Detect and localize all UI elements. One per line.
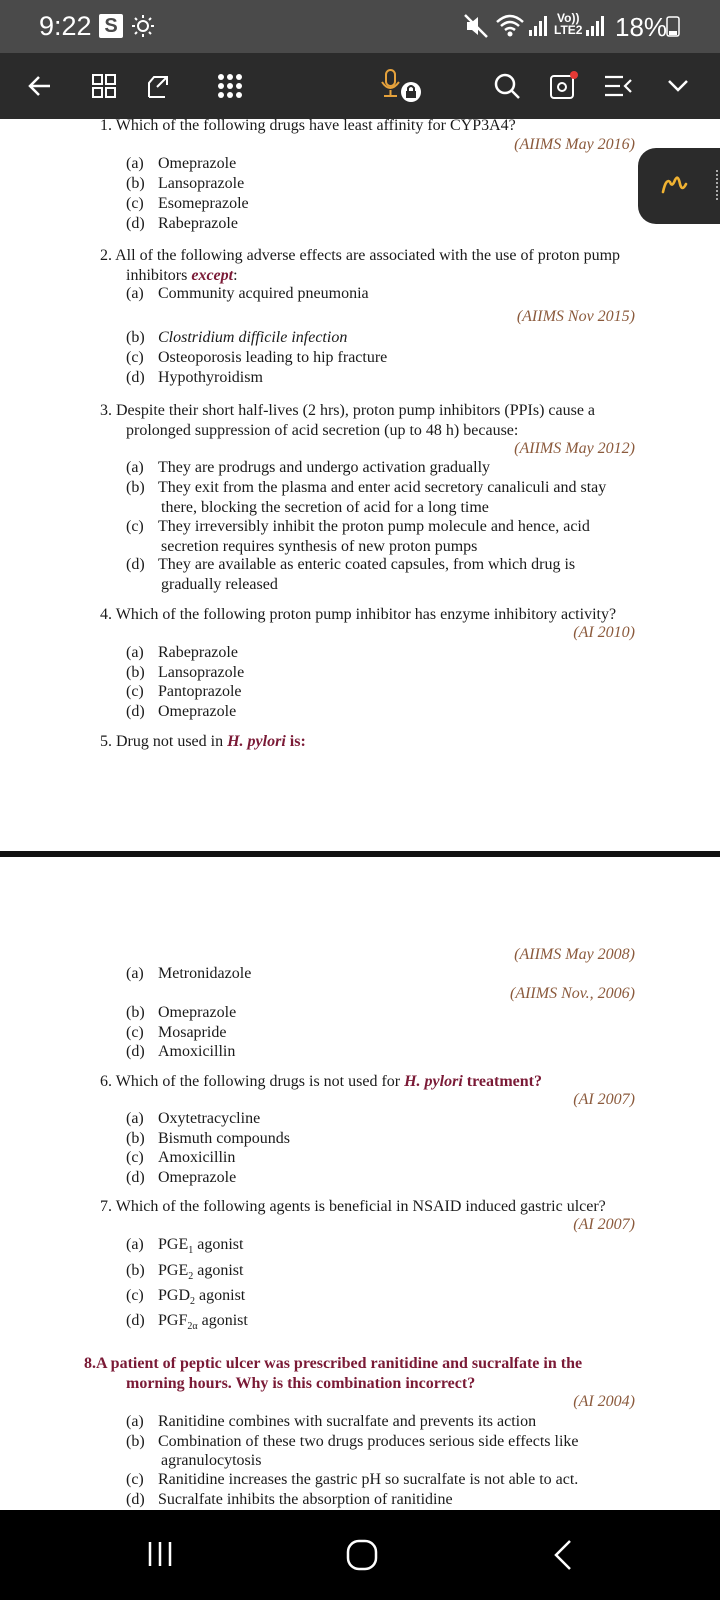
option-label: (b) [126, 664, 145, 681]
option-7d[interactable] [126, 1312, 248, 1332]
option-text: They irreversibly inhibit the proton pump molecule and hence, acid [158, 518, 590, 535]
option-6d[interactable] [126, 1169, 236, 1187]
option-1d[interactable] [126, 215, 238, 233]
question-8: 8.A patient of peptic ulcer was prescribed ranitidine and sucralfate in the [84, 1355, 583, 1372]
question-3: 3. Despite their short half-lives (2 hrs), proton pump inhibitors (PPIs) cause a [100, 402, 596, 419]
option-8c[interactable] [126, 1471, 578, 1489]
option-text: Clostridium difficile infection [158, 329, 348, 346]
option-label: (b) [126, 479, 145, 496]
option-subscript: 1 [188, 1245, 194, 1257]
option-5b[interactable] [126, 1004, 236, 1022]
option-text: Amoxicillin [158, 1149, 236, 1166]
volte-indicator [554, 12, 582, 36]
option-label: (b) [126, 175, 145, 192]
option-text: Ranitidine increases the gastric pH so sucralfate is not able to act. [158, 1471, 579, 1488]
option-label: (a) [126, 1413, 144, 1430]
option-text: Rabeprazole [158, 644, 238, 661]
q6-text-a: 6. Which of the following drugs is not used for [100, 1073, 405, 1090]
option-2d[interactable] [126, 369, 263, 387]
brightness-icon [131, 14, 155, 38]
option-text: PGE [158, 1236, 189, 1253]
mute-icon [463, 13, 489, 39]
option-label: (c) [126, 1024, 144, 1041]
back-arrow-icon[interactable] [22, 68, 58, 104]
option-label: (c) [126, 1287, 144, 1304]
option-text-post: agonist [195, 1287, 246, 1304]
question-7: 7. Which of the following agents is beneficial in NSAID induced gastric ulcer? [100, 1198, 606, 1215]
question-6-source: (AI 2007) [573, 1091, 635, 1108]
option-text: Omeprazole [158, 703, 237, 720]
option-text: Pantoprazole [158, 683, 242, 700]
option-1b[interactable] [126, 175, 244, 193]
option-text-post: agonist [193, 1236, 244, 1253]
question-2-source: (AIIMS Nov 2015) [516, 308, 635, 325]
share-icon[interactable] [140, 68, 176, 104]
option-2c[interactable] [126, 349, 387, 367]
option-text: Metronidazole [158, 965, 252, 982]
option-label: (d) [126, 1169, 145, 1186]
question-2-line2 [126, 266, 238, 286]
option-subscript: 2 [188, 1271, 194, 1283]
recent-apps-icon[interactable] [144, 1538, 176, 1570]
search-icon[interactable] [489, 68, 525, 104]
option-label: (d) [126, 1491, 145, 1508]
option-label: (c) [126, 1149, 144, 1166]
option-text: Omeprazole [158, 1004, 237, 1021]
q5-text-a: 5. Drug not used in [100, 733, 228, 750]
q6-h-pylori: H. pylori [404, 1073, 463, 1090]
s-badge-icon: S [99, 14, 123, 38]
battery-level: 18% [615, 12, 668, 42]
option-subscript: 2α [187, 1321, 198, 1333]
option-5d[interactable] [126, 1043, 235, 1061]
option-5a[interactable] [126, 965, 251, 983]
q6-text-c: treatment? [462, 1073, 543, 1090]
option-1a[interactable] [126, 155, 236, 173]
option-label: (c) [126, 1471, 144, 1488]
option-text: PGF [158, 1312, 188, 1329]
option-text: Hypothyroidism [158, 369, 263, 386]
option-label: (b) [126, 329, 145, 346]
option-text: Omeprazole [158, 155, 237, 172]
option-text: Lansoprazole [158, 175, 245, 192]
option-text: Oxytetracycline [158, 1110, 261, 1127]
question-4-source: (AI 2010) [573, 624, 635, 641]
question-8-line2: morning hours. Why is this combination incorrect? [126, 1375, 476, 1392]
floating-pen-button[interactable] [638, 148, 720, 224]
question-5 [100, 732, 306, 752]
option-label: (d) [126, 1043, 145, 1060]
option-1c[interactable] [126, 195, 249, 213]
option-4b[interactable] [126, 664, 244, 682]
status-time: 9:22 [39, 11, 92, 41]
option-label: (c) [126, 518, 144, 535]
question-3-source: (AIIMS May 2012) [514, 440, 635, 457]
option-text: PGD [158, 1287, 191, 1304]
option-7a[interactable] [126, 1236, 243, 1256]
question-1: 1. Which of the following drugs have least affinity for CYP3A4? [100, 119, 516, 134]
option-text: Community acquired pneumonia [158, 285, 369, 302]
option-text: Lansoprazole [158, 664, 245, 681]
option-4c[interactable] [126, 683, 242, 701]
option-label: (c) [126, 349, 144, 366]
option-text: Amoxicillin [158, 1043, 236, 1060]
option-6c[interactable] [126, 1149, 235, 1167]
option-label: (c) [126, 195, 144, 212]
option-text: Ranitidine combines with sucralfate and prevents its action [158, 1413, 537, 1430]
q5-text-c: is: [285, 733, 306, 750]
option-7b[interactable] [126, 1262, 243, 1282]
option-3d-cont: gradually released [161, 576, 278, 593]
option-6a[interactable] [126, 1110, 260, 1128]
question-6 [100, 1072, 542, 1092]
option-label: (a) [126, 459, 144, 476]
option-2b[interactable] [126, 329, 347, 347]
option-subscript: 2 [190, 1296, 196, 1308]
option-label: (a) [126, 1110, 144, 1127]
volte-line1: Vo)) [557, 11, 580, 25]
option-label: (d) [126, 703, 145, 720]
option-text-post: agonist [197, 1312, 248, 1329]
question-1-source: (AIIMS May 2016) [514, 136, 635, 153]
back-icon[interactable] [550, 1538, 576, 1572]
option-5c[interactable] [126, 1024, 226, 1042]
option-3c-cont: secretion requires synthesis of new proton pumps [161, 538, 478, 555]
option-3b-cont: there, blocking the secretion of acid for a long time [161, 499, 489, 516]
status-bar [0, 0, 720, 53]
apps-dots-icon[interactable] [212, 68, 248, 104]
microphone-lock-icon[interactable] [380, 68, 424, 104]
option-text: Combination of these two drugs produces serious side effects like [158, 1433, 579, 1450]
option-text: They exit from the plasma and enter acid secretory canaliculi and stay [158, 479, 607, 496]
signal-icon [528, 14, 550, 38]
list-collapse-icon[interactable] [600, 68, 636, 104]
grid-icon[interactable] [86, 68, 122, 104]
document-page [0, 119, 720, 1510]
question-4: 4. Which of the following proton pump inhibitor has enzyme inhibitory activity? [100, 606, 617, 623]
option-label: (d) [126, 369, 145, 386]
question-5-source-2: (AIIMS Nov., 2006) [510, 985, 635, 1002]
handwriting-icon [660, 170, 696, 202]
q2-text-c: : [233, 267, 238, 284]
question-8-source: (AI 2004) [573, 1393, 635, 1410]
option-3d[interactable] [126, 556, 575, 574]
option-3c[interactable] [126, 518, 590, 536]
battery-icon [666, 15, 680, 37]
settings-badge-icon[interactable] [546, 68, 582, 104]
question-2: 2. All of the following adverse effects are associated with the use of proton pump [100, 247, 621, 264]
option-label: (b) [126, 1004, 145, 1021]
option-4d[interactable] [126, 703, 236, 721]
option-label: (a) [126, 644, 144, 661]
option-2a[interactable] [126, 285, 369, 303]
q5-h-pylori: H. pylori [227, 733, 286, 750]
option-label: (a) [126, 285, 144, 302]
question-7-source: (AI 2007) [573, 1216, 635, 1233]
option-label: (c) [126, 683, 144, 700]
question-3-line2: prolonged suppression of acid secretion (up to 48 h) because: [126, 422, 519, 439]
option-label: (d) [126, 1312, 145, 1329]
option-label: (a) [126, 965, 144, 982]
system-nav-bar [0, 1510, 720, 1600]
option-label: (d) [126, 215, 145, 232]
option-7c[interactable] [126, 1287, 245, 1307]
option-3b[interactable] [126, 479, 606, 497]
option-text: PGE [158, 1262, 189, 1279]
option-text: Rabeprazole [158, 215, 238, 232]
option-8b[interactable] [126, 1433, 579, 1451]
option-4a[interactable] [126, 644, 238, 662]
option-6b[interactable] [126, 1130, 290, 1148]
option-3a[interactable] [126, 459, 490, 477]
option-text: Osteoporosis leading to hip fracture [158, 349, 388, 366]
home-icon[interactable] [345, 1538, 379, 1572]
option-8a[interactable] [126, 1413, 536, 1431]
wifi-icon [495, 12, 525, 40]
option-text: Omeprazole [158, 1169, 237, 1186]
option-text: Bismuth compounds [158, 1130, 291, 1147]
option-text: They are prodrugs and undergo activation gradually [158, 459, 491, 476]
option-text: Esomeprazole [158, 195, 249, 212]
option-text: Sucralfate inhibits the absorption of ranitidine [158, 1491, 453, 1508]
question-5-source-1: (AIIMS May 2008) [514, 946, 635, 963]
signal-2-icon [585, 14, 607, 38]
drag-handle[interactable] [716, 170, 720, 200]
page-divider [0, 851, 720, 857]
option-label: (a) [126, 155, 144, 172]
option-text-post: agonist [193, 1262, 244, 1279]
volte-line2: LTE2 [554, 23, 583, 37]
option-text: They are available as enteric coated capsules, from which drug is [158, 556, 576, 573]
option-8b-cont: agranulocytosis [161, 1452, 262, 1469]
q2-except: except [191, 267, 234, 284]
option-label: (b) [126, 1262, 145, 1279]
option-label: (a) [126, 1236, 144, 1253]
chevron-down-icon[interactable] [660, 68, 696, 104]
q2-text-a: inhibitors [126, 267, 192, 284]
option-text: Mosapride [158, 1024, 227, 1041]
option-label: (b) [126, 1130, 145, 1147]
option-8d[interactable] [126, 1491, 453, 1509]
option-label: (d) [126, 556, 145, 573]
option-label: (b) [126, 1433, 145, 1450]
viewer-toolbar [0, 53, 720, 119]
